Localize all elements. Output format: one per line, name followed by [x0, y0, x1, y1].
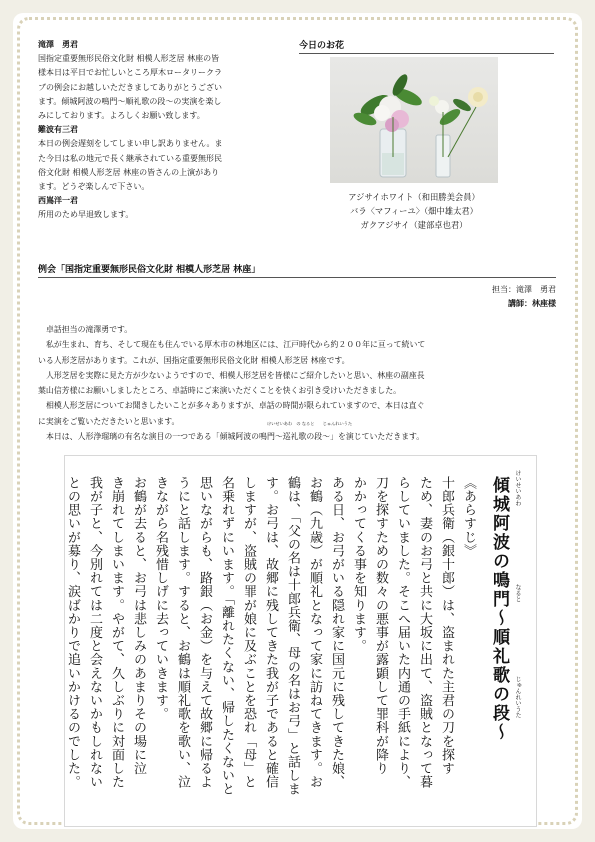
synopsis-line: 名乗れずにいます。「離れたくない、帰したくないと [219, 476, 234, 796]
speaker-name: 西嶌洋一君 [38, 196, 78, 206]
speaker-list [38, 38, 288, 223]
synopsis-title-ruby-3: じゅんれいうた [514, 676, 521, 718]
synopsis-line: 思いながらも、路銀（お金）を与えて故郷に帰るよ [197, 476, 212, 789]
synopsis-line: 我が子と、今別れては二度と会えないかもしれない [87, 476, 102, 789]
synopsis-title: 傾城阿波の鳴門～順礼歌の段～ [489, 476, 509, 742]
meeting-title: 例会「国指定重要無形民俗文化財 相模人形芝居 林座」 [38, 262, 556, 278]
staff-in-charge: 担当：滝澤 勇君 [492, 285, 556, 294]
synopsis-line: お鶴（九歳）が順礼となって家に訪ねてきます。お [307, 476, 322, 789]
speaker-line: 様本日は平日でお忙しいところ厚木ロータリークラ [38, 68, 222, 78]
speaker-line: 本日の例会遅刻をしてしまい申し訳ありません。ま [38, 139, 223, 149]
speaker-line: ます。傾城阿波の鳴門～順礼歌の段～の実演を楽し [38, 96, 222, 106]
synopsis-header: 《あらすじ》 [461, 476, 476, 558]
synopsis-line: うにと話します。すると、お鶴は順礼歌を歌い、泣 [175, 476, 190, 789]
synopsis-line: かかってくる事を知ります。 [351, 476, 366, 653]
speaker-line: ブの例会にお越しいただきましてありがとうござい [38, 82, 222, 92]
synopsis-line: 刀を探すための数々の悪事が露顕して罪科が降り [373, 476, 388, 776]
speaker-line: みにしております。よろしくお願い致します。 [38, 111, 205, 121]
para-2: 私が生まれ、育ち、そして現在も住んでいる厚木市の林地区には、江戸時代から約２００年に亘って続いて [46, 340, 426, 350]
flower-captions [299, 190, 529, 232]
synopsis-line: す。お弓は、故郷に残してきた我が子であると確信 [263, 476, 278, 789]
meeting-body [38, 322, 558, 444]
synopsis-line: ため、妻のお弓と共に大坂に出て、盗賊となって暮 [417, 476, 432, 789]
para-3: いる人形芝居があります。これが、国指定重要無形民俗文化財 相模人形芝居 林座です。 [38, 355, 350, 365]
synopsis-line: しますが、盗賊の罪が娘に及ぶことを恐れ「母」と [241, 476, 256, 789]
para-8: 本日は、人形浄瑠璃の有名な演目の一つである「傾城阿波の鳴門～巡礼歌の段～」を演じていただきます。 [46, 432, 425, 442]
speaker-name: 滝澤 勇君 [38, 40, 78, 49]
synopsis-title-ruby-2: なると [514, 584, 521, 602]
flower-image [330, 57, 498, 183]
flowers-title: 今日のお花 [299, 38, 554, 54]
para-8-ruby: けいせいあわ の なると じゅんれいうた [267, 421, 353, 427]
synopsis-line: ある日、お弓がいる隠れ家に国元に残してきた娘、 [329, 476, 344, 789]
synopsis-line: お鶴が去ると、お弓は悲しみのあまりその場に泣 [131, 476, 146, 776]
synopsis-line: き崩れてしまいます。やがて、久しぶりに対面した [109, 476, 124, 789]
para-5: 葉山信芳様にお願いしましたところ、卓話時にご来演いただくことを快くお引き受けいただきました。 [38, 386, 401, 396]
speaker-name: 難波有三君 [38, 125, 78, 135]
speaker-line: 俗文化財 相模人形芝居 林座の皆さんの上演があり [38, 167, 220, 177]
para-7: に実演をご覧いただきたいと思います。 [38, 416, 180, 426]
flower-photo [330, 57, 498, 183]
synopsis-line: 鶴は、「父の名は十郎兵衛、母の名はお弓」と話しま [285, 476, 300, 796]
caption-3: ガクアジサイ（建部卓也君） [360, 220, 468, 230]
nico-box [38, 38, 288, 223]
meeting-staff [400, 283, 556, 311]
synopsis-line: きながら名残惜しげに去っていきます。 [153, 476, 168, 721]
synopsis-title-ruby-1: けいせいあわ [514, 470, 521, 506]
para-4: 人形芝居を実際に見た方が少ないようですので、相模人形芝居を皆様にご紹介したいと思い、林座の副座長 [46, 370, 425, 380]
speaker-line: 国指定重要無形民俗文化財 相模人形芝居 林座の皆 [38, 54, 220, 64]
caption-2: バラ〈マフィーユ〉（畑中雄太君） [350, 206, 478, 216]
lecturer: 講師：林座様 [508, 299, 556, 309]
para-6: 相模人形芝居についてお聞きしたいことが多々ありますが、卓話の時間が限られていますので、本日は直ぐ [46, 401, 425, 411]
speaker-line: た今日は私の地元で長く継承されている重要無形民 [38, 153, 222, 163]
caption-1: アジサイホワイト（和田勝美会員） [348, 192, 480, 202]
para-1: 卓話担当の滝澤勇です。 [46, 325, 133, 334]
speaker-line: ます。どうぞ楽しんで下さい。 [38, 182, 150, 192]
synopsis-box [64, 455, 537, 827]
synopsis-line: 十郎兵衛（銀十郎）は、盗まれた主君の刀を探す [439, 476, 454, 776]
synopsis-line: らしていました。そこへ届いた内通の手紙により、 [395, 476, 410, 789]
synopsis-line: との思いが募り、涙ばかりで追いかけるのでした。 [65, 476, 80, 789]
speaker-line: 所用のため早退致します。 [38, 210, 134, 220]
